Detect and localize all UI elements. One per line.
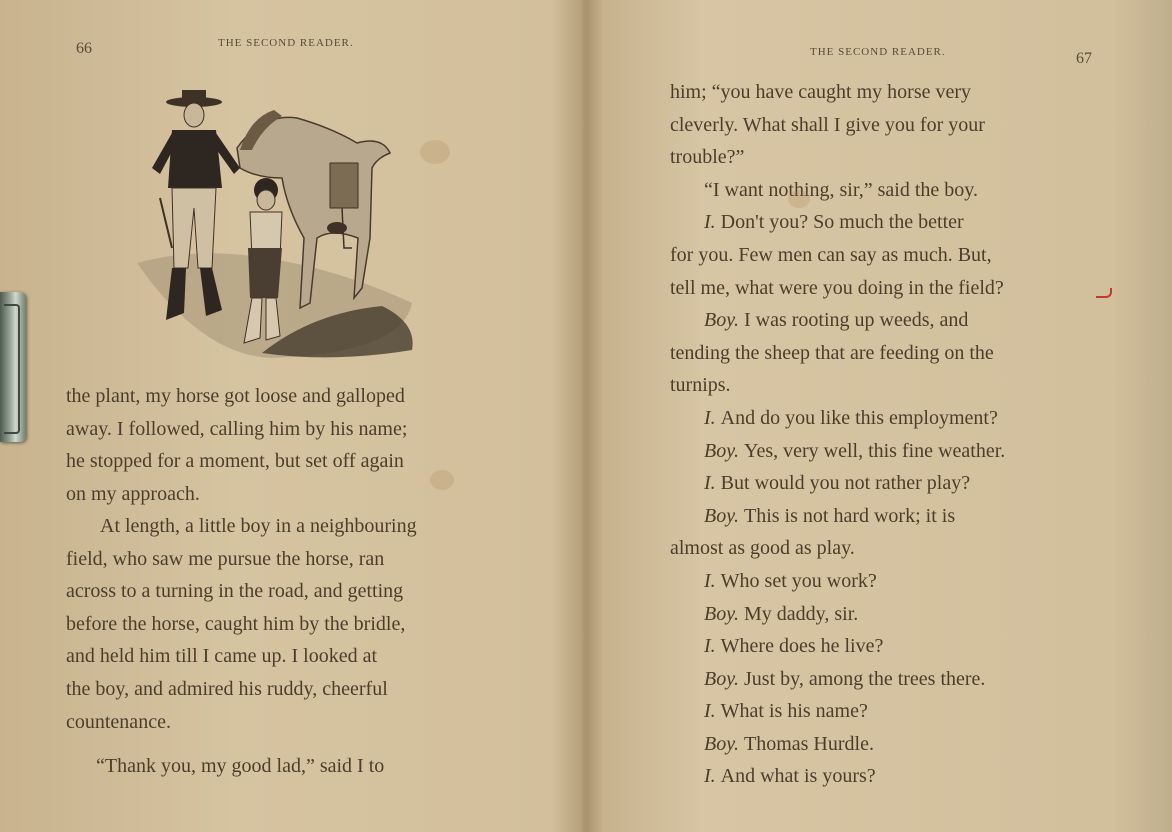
dialogue-text [670,76,1100,793]
dialogue-text-span: Thomas Hurdle. [744,732,874,755]
dialogue-text-span: almost as good as play. [670,537,855,560]
paper-stain [430,470,454,490]
speaker-label: Boy. [704,439,744,462]
dialogue-text-span: Where does he live? [720,635,884,658]
dialogue-text-span: And do you like this employment? [720,406,998,429]
text-line: he stopped for a moment, but set off again [66,450,404,473]
red-pen-mark [1096,288,1112,298]
dialogue-line [670,239,1100,272]
binder-clip [0,292,26,442]
dialogue-text-span: My daddy, sir. [744,602,859,625]
dialogue-line [670,663,1100,696]
speaker-label: I. [704,635,721,658]
dialogue-text-span: What is his name? [720,700,868,723]
running-head-right: THE SECOND READER. [810,46,946,58]
dialogue-line [670,500,1100,533]
running-head-left: THE SECOND READER. [218,37,354,49]
dialogue-line [670,304,1100,337]
speaker-label: Boy. [704,504,744,527]
dialogue-line [670,598,1100,631]
dialogue-line [670,565,1100,598]
speaker-label: I. [704,406,721,429]
dialogue-line [670,695,1100,728]
dialogue-text-span: But would you not rather play? [720,472,971,495]
dialogue-text-span: trouble?” [670,146,745,169]
dialogue-text-span: cleverly. What shall I give you for your [670,113,985,136]
speaker-label: Boy. [704,309,744,332]
speaker-label: I. [704,569,721,592]
text-line: field, who saw me pursue the horse, ran [66,547,385,570]
speaker-label: Boy. [704,732,744,755]
text-line: and held him till I came up. I looked at [66,645,378,668]
speaker-label: Boy. [704,602,744,625]
dialogue-text-span: Who set you work? [720,569,877,592]
dialogue-line [670,402,1100,435]
dialogue-text-span: turnips. [670,374,731,397]
dialogue-text-span: “I want nothing, sir,” said the boy. [704,178,978,201]
speaker-label: Boy. [704,667,744,690]
paper-stain [420,140,450,164]
speaker-label: I. [704,700,721,723]
dialogue-text-span: him; “you have caught my horse very [670,81,972,103]
dialogue-line [670,76,1100,109]
text-line: the plant, my horse got loose and galloped [66,385,405,407]
dialogue-line [670,206,1100,239]
paragraph-2 [66,510,510,738]
speaker-label: I. [704,211,721,234]
dialogue-line [670,760,1100,793]
dialogue-text-span: tending the sheep that are feeding on the [670,341,994,364]
text-line: “Thank you, my good lad,” said I to [96,755,385,777]
dialogue-text-span: I was rooting up weeds, and [744,309,969,332]
dialogue-line [670,109,1100,142]
page-number-right: 67 [1076,50,1092,67]
paragraph-1 [66,380,510,510]
dialogue-line [670,435,1100,468]
speaker-label: I. [704,765,721,788]
dialogue-line [670,369,1100,402]
dialogue-line [670,174,1100,207]
dialogue-line [670,630,1100,663]
text-line: countenance. [66,710,171,733]
dialogue-line [670,467,1100,500]
text-line: on my approach. [66,482,200,505]
paragraph-3 [66,750,510,783]
dialogue-text-span: for you. Few men can say as much. But, [670,243,992,266]
dialogue-text-span: Don't you? So much the better [720,211,964,234]
dialogue-text-span: tell me, what were you doing in the field? [670,276,1004,299]
dialogue-line [670,337,1100,370]
paper-stain [788,190,810,208]
dialogue-text-span: And what is yours? [720,765,876,788]
dialogue-line [670,141,1100,174]
text-line: At length, a little boy in a neighbouring [100,515,417,537]
text-line: across to a turning in the road, and getting [66,580,404,603]
page-number-left: 66 [76,40,92,57]
dialogue-line [670,532,1100,565]
dialogue-text-span: Yes, very well, this fine weather. [744,439,1006,462]
speaker-label: I. [704,472,721,495]
left-page [0,0,582,832]
right-page [588,0,1172,832]
dialogue-text-span: This is not hard work; it is [744,504,956,527]
text-line: before the horse, caught him by the bridle, [66,612,406,635]
text-line: away. I followed, calling him by his name; [66,417,408,440]
dialogue-text-span: Just by, among the trees there. [744,667,986,690]
dialogue-line [670,272,1100,305]
horse-and-boy-illustration [132,88,422,363]
dialogue-line [670,728,1100,761]
text-line: the boy, and admired his ruddy, cheerful [66,677,388,700]
